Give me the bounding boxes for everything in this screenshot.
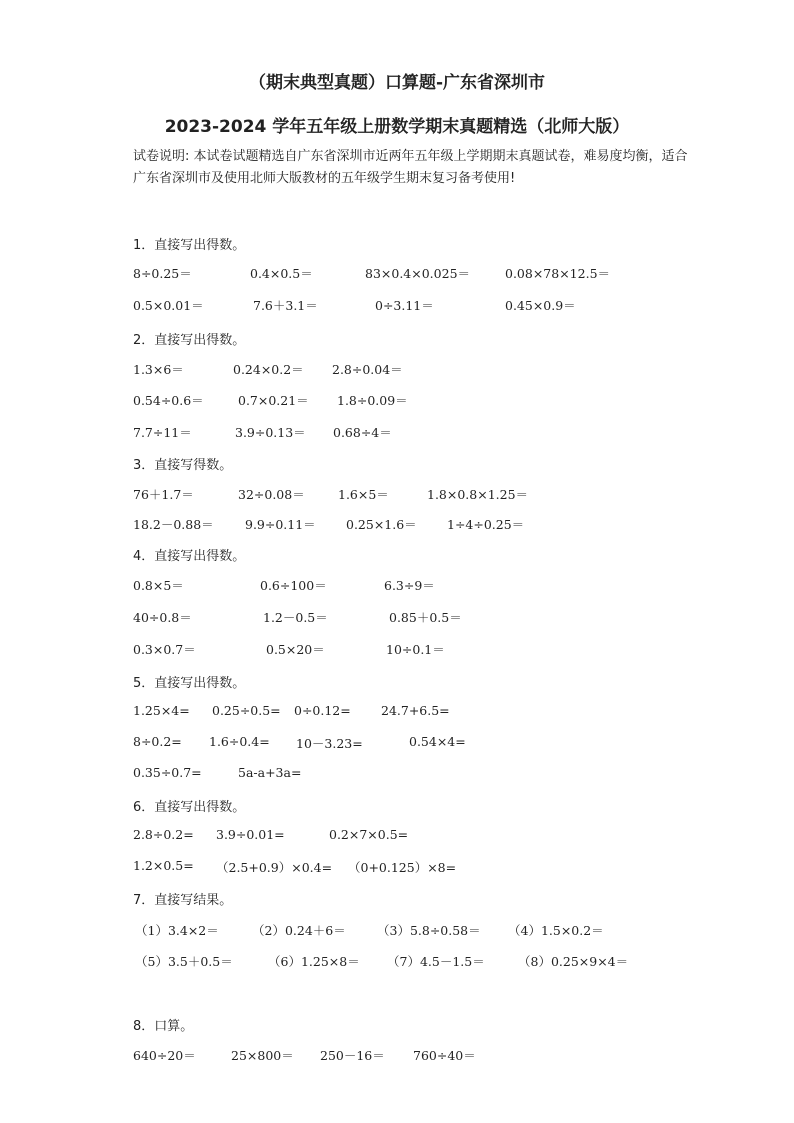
problem: 0÷0.12= [294,703,351,718]
problem: 1.8×0.8×1.25＝ [427,487,529,502]
problem: 0.45×0.9＝ [505,298,576,313]
problem: 0.8×5＝ [133,578,184,593]
problem: （1）3.4×2＝ [135,923,219,938]
problem: 0.68÷4＝ [333,425,392,440]
problem: 0.7×0.21＝ [238,393,309,408]
problem: 760÷40＝ [413,1048,476,1063]
problem: 0.2×7×0.5= [329,827,409,842]
problem: （3）5.8÷0.58＝ [377,923,481,938]
problem: （0+0.125）×8= [348,860,457,875]
problem: 83×0.4×0.025＝ [365,266,471,281]
question-8-heading: 8．口算。 [133,1019,194,1034]
problem: 2.8÷0.04＝ [332,362,403,377]
problem: 0.85＋0.5＝ [389,610,462,625]
problem: 1.2×0.5= [133,858,194,873]
problem: 0.5×0.01＝ [133,298,204,313]
problem: 3.9÷0.01= [216,827,285,842]
problem: 1÷4÷0.25＝ [447,517,525,532]
problem: 7.7÷11＝ [133,425,192,440]
problem: 10－3.23= [296,736,363,751]
problem: （2）0.24＋6＝ [252,923,346,938]
problem: （7）4.5－1.5＝ [387,954,485,969]
problem: （2.5+0.9）×0.4= [216,860,333,875]
problem: 0.08×78×12.5＝ [505,266,611,281]
problem: 8÷0.25＝ [133,266,192,281]
question-6-heading: 6．直接写出得数。 [133,800,246,815]
problem: 9.9÷0.11＝ [245,517,316,532]
problem: 0.24×0.2＝ [233,362,304,377]
problem: 18.2－0.88＝ [133,517,214,532]
problem: 5a-a+3a= [238,765,302,780]
problem: 8÷0.2= [133,734,182,749]
problem: （5）3.5＋0.5＝ [135,954,233,969]
problem: 32÷0.08＝ [238,487,305,502]
problem: 0.3×0.7＝ [133,642,196,657]
title-line-1: （期末典型真题）口算题-广东省深圳市 [248,73,546,93]
question-4-heading: 4．直接写出得数。 [133,549,246,564]
title-line-2: 2023-2024 学年五年级上册数学期末真题精选（北师大版） [164,117,630,137]
problem: 0÷3.11＝ [375,298,434,313]
problem: 25×800＝ [231,1048,294,1063]
problem: 24.7+6.5= [381,703,450,718]
question-3-heading: 3．直接写得数。 [133,458,233,473]
problem: 1.8÷0.09＝ [337,393,408,408]
problem: 250－16＝ [320,1048,385,1063]
question-1-heading: 1．直接写出得数。 [133,238,246,253]
problem: 0.25×1.6＝ [346,517,417,532]
problem: 6.3÷9＝ [384,578,435,593]
problem: （8）0.25×9×4＝ [518,954,629,969]
problem: 640÷20＝ [133,1048,196,1063]
problem: 0.25÷0.5= [212,703,281,718]
problem: 3.9÷0.13＝ [235,425,306,440]
problem: 1.25×4= [133,703,190,718]
problem: 1.3×6＝ [133,362,184,377]
question-7-heading: 7．直接写结果。 [133,893,233,908]
problem: （6）1.25×8＝ [268,954,360,969]
problem: 1.2－0.5＝ [263,610,328,625]
problem: 76＋1.7＝ [133,487,194,502]
problem: 0.35÷0.7= [133,765,202,780]
description: 试卷说明: 本试卷试题精选自广东省深圳市近两年五年级上学期期末真题试卷，难易度均衡，适合广东省深圳市及使用北师大版教材的五年级学生期末复习备考使用! [133,149,688,186]
problem: 1.6×5＝ [338,487,389,502]
problem: 1.6÷0.4= [209,734,270,749]
problem: 0.54÷0.6＝ [133,393,204,408]
problem: 40÷0.8＝ [133,610,192,625]
problem: 0.4×0.5＝ [250,266,313,281]
problem: （4）1.5×0.2＝ [508,923,604,938]
problem: 0.5×20＝ [266,642,325,657]
question-2-heading: 2．直接写出得数。 [133,333,246,348]
problem: 2.8÷0.2= [133,827,194,842]
problem: 0.54×4= [409,734,466,749]
problem: 7.6＋3.1＝ [253,298,318,313]
question-5-heading: 5．直接写出得数。 [133,676,246,691]
problem: 10÷0.1＝ [386,642,445,657]
problem: 0.6÷100＝ [260,578,327,593]
